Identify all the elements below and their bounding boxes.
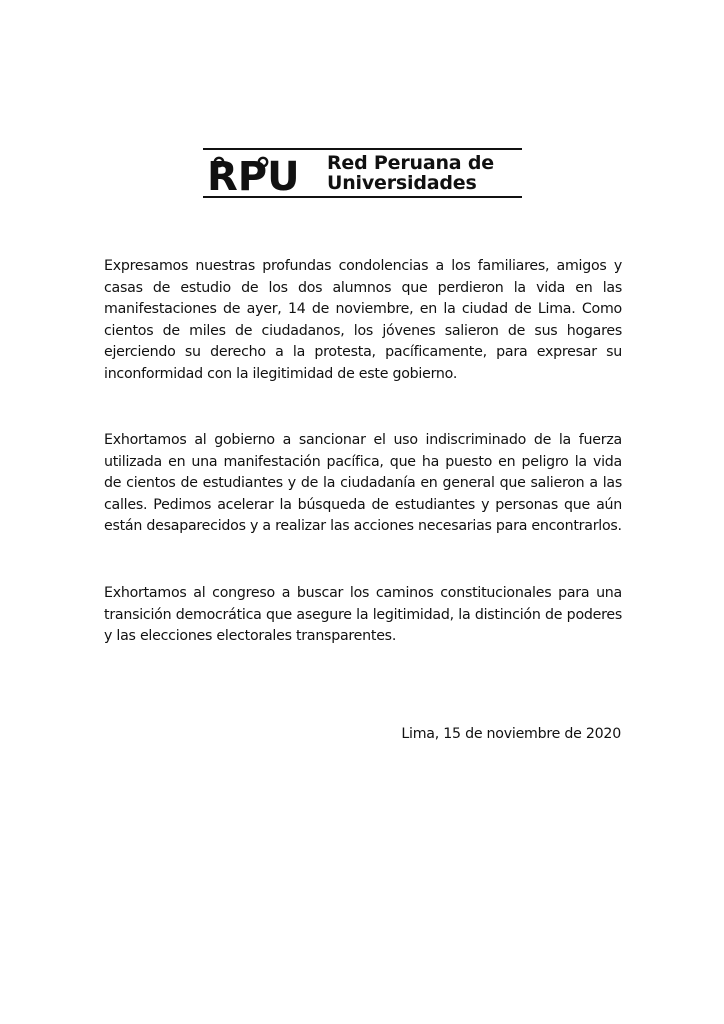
rpu-logo-mark [205, 153, 323, 193]
logo-line-1: Red Peruana de [327, 152, 494, 174]
place-date-signature: Lima, 15 de noviembre de 2020 [401, 726, 621, 742]
paragraph-government [104, 430, 622, 538]
paragraph-2-text: Exhortamos al gobierno a sancionar el uso indiscriminado de la fuerza utilizada en una manifestación pacífica, que ha puesto en peligro la vida de cientos de estudiantes y de la ciudadanía en general que salieron a las calles. Pedimos acelerar la búsqueda de estudiantes y personas que aún están desaparecidos y a realizar las acciones necesarias para encontrarlos. [104, 432, 622, 535]
paragraph-1-text: Expresamos nuestras profundas condolencias a los familiares, amigos y casas de estudio de los dos alumnos que perdieron la vida en las manifestaciones de ayer, 14 de noviembre, en la ciudad de Lima. Como cientos de miles de ciudadanos, los jóvenes salieron de sus hogares ejerciendo su derecho a la protesta, pacíficamente, para expresar su inconformidad con la ilegitimidad de este gobierno. [104, 258, 622, 382]
logo-mark-text: RPU [207, 154, 300, 193]
paragraph-3-text: Exhortamos al congreso a buscar los caminos constitucionales para una transición democrática que asegure la legitimidad, la distinción de poderes y las elecciones electorales transparentes. [104, 585, 622, 645]
paragraph-congress [104, 583, 622, 648]
logo-wordmark [327, 153, 494, 193]
logo-line-2: Universidades [327, 172, 477, 194]
paragraph-condolences [104, 256, 622, 386]
rpu-logo [203, 148, 522, 198]
